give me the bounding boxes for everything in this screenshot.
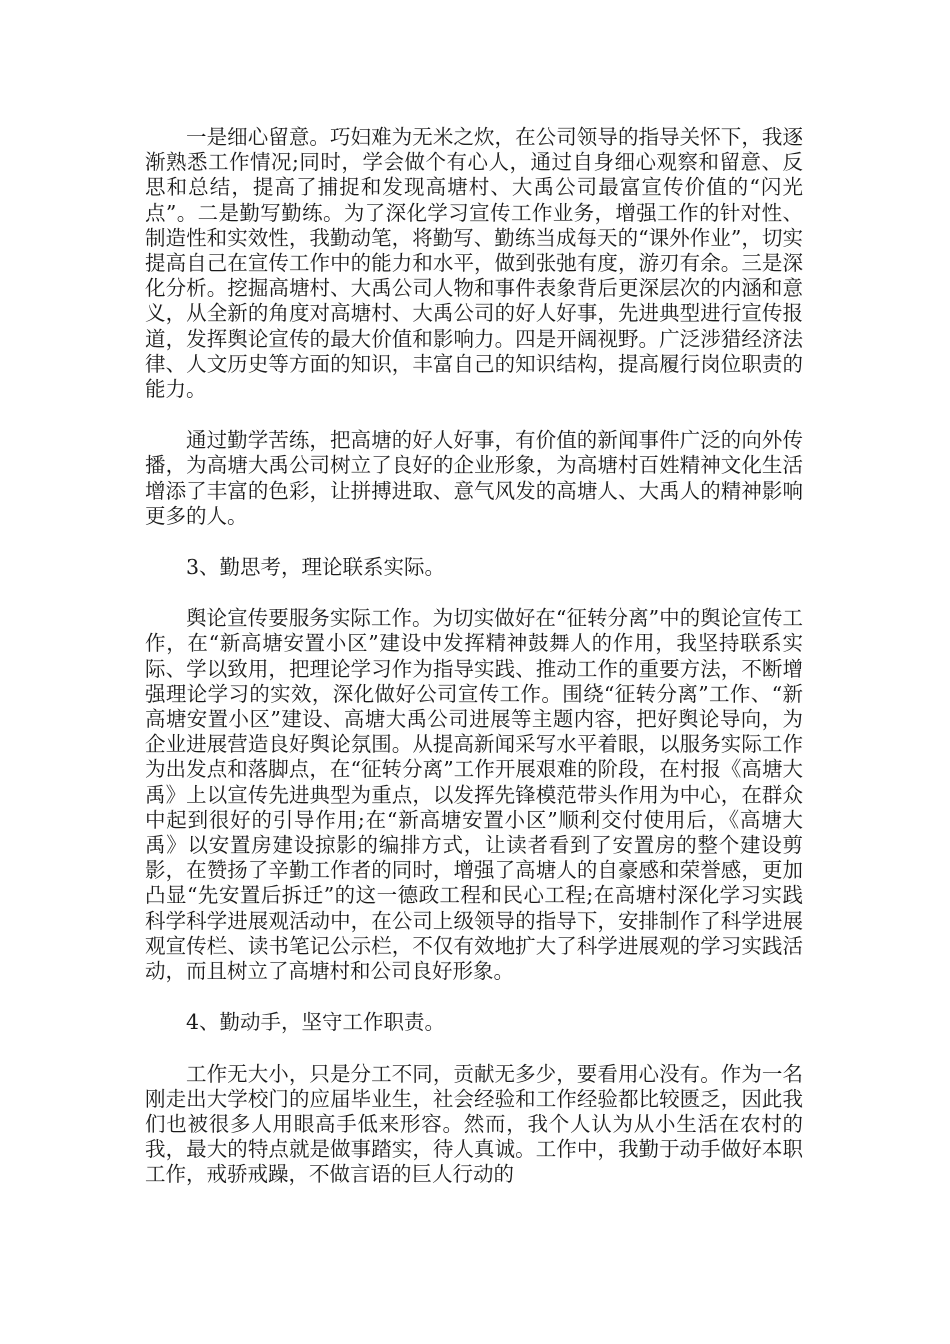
paragraph-study-results: 通过勤学苦练，把高塘的好人好事，有价值的新闻事件广泛的向外传播，为高塘大禹公司树立了良好的企业形象，为高塘村百姓精神文化生活增添了丰富的色彩，让拼搏进取、意气风发的高塘人、大禹人的精神影响更多的人。 xyxy=(145,428,803,528)
section-heading-3: 3、勤思考，理论联系实际。 xyxy=(186,555,446,580)
paragraph-theory-practice: 舆论宣传要服务实际工作。为切实做好在“征转分离”中的舆论宣传工作，在“新高塘安置小区”建设中发挥精神鼓舞人的作用，我坚持联系实际、学以致用，把理论学习作为指导实践、推动工作的重要方法，不断增强理论学习的实效，深化做好公司宣传工作。围绕“征转分离”工作、“新高塘安置小区”建设、高塘大禹公司进展等主题内容，把好舆论导向，为企业进展营造良好舆论氛围。从提高新闻采写水平着眼，以服务实际工作为出发点和落脚点，在“征转分离”工作开展艰难的阶段，在村报《高塘大禹》上以宣传先进典型为重点，以发挥先锋模范带头作用为中心，在群众中起到很好的引导作用;在“新高塘安置小区”顺利交付使用后，《高塘大禹》以安置房建设掠影的编排方式，让读者看到了安置房的整个建设剪影，在赞扬了辛勤工作者的同时，增强了高塘人的自豪感和荣誉感，更加凸显“先安置后拆迁”的这一德政工程和民心工程;在高塘村深化学习实践科学科学进展观活动中，在公司上级领导的指导下，安排制作了科学进展观宣传栏、读书笔记公示栏，不仅有效地扩大了科学进展观的学习实践活动，而且树立了高塘村和公司良好形象。 xyxy=(145,606,803,984)
paragraph-diligent-study-methods: 一是细心留意。巧妇难为无米之炊，在公司领导的指导关怀下，我逐渐熟悉工作情况;同时，学会做个有心人，通过自身细心观察和留意、反思和总结，提高了捕捉和发现高塘村、大禹公司最富宣传价值的“闪光点”。二是勤写勤练。为了深化学习宣传工作业务，增强工作的针对性、制造性和实效性，我勤动笔，将勤写、勤练当成每天的“课外作业”，切实提高自己在宣传工作中的能力和水平，做到张弛有度，游刃有余。三是深化分析。挖掘高塘村、大禹公司人物和事件表象背后更深层次的内涵和意义，从全新的角度对高塘村、大禹公司的好人好事，先进典型进行宣传报道，发挥舆论宣传的最大价值和影响力。四是开阔视野。广泛涉猎经济法律、人文历史等方面的知识，丰富自己的知识结构，提高履行岗位职责的能力。 xyxy=(145,125,803,402)
section-heading-4: 4、勤动手，坚守工作职责。 xyxy=(186,1010,446,1035)
document-body xyxy=(145,125,803,1214)
paragraph-work-duties: 工作无大小，只是分工不同，贡献无多少，要看用心没有。作为一名刚走出大学校门的应届毕业生，社会经验和工作经验都比较匮乏，因此我们也被很多人用眼高手低来形容。然而，我个人认为从小生活在农村的我，最大的特点就是做事踏实，待人真诚。工作中，我勤于动手做好本职工作，戒骄戒躁，不做言语的巨人行动的 xyxy=(145,1061,803,1187)
